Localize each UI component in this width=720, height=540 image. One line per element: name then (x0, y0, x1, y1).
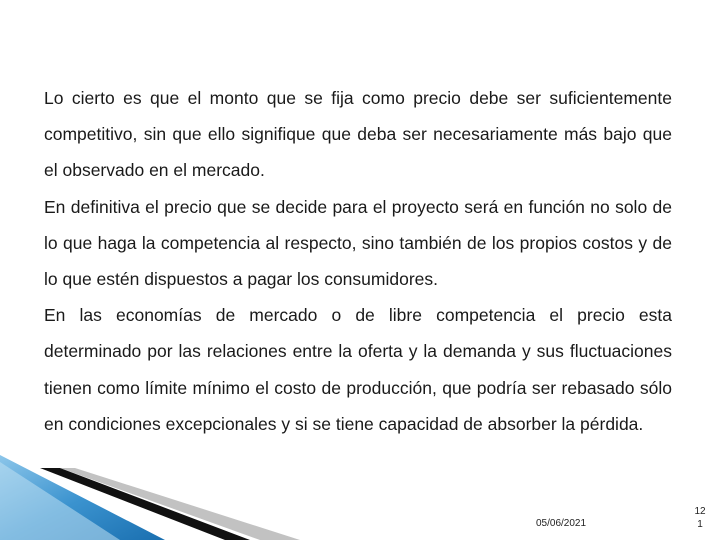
paragraph-2: En definitiva el precio que se decide para el proyecto será en función no solo de lo que haga la competencia al respecto, sino también de los propios costos y de lo que estén dispuestos a pagar los consumidores. (44, 196, 672, 290)
page-number (680, 505, 720, 531)
body-text (44, 80, 672, 442)
footer-date: 05/06/2021 (536, 518, 587, 529)
paragraph-1: Lo cierto es que el monto que se fija como precio debe ser suficientemente competitivo, sin que ello signifique que deba ser necesariamente más bajo que el observado en el mercado. (44, 88, 672, 181)
paragraph-3: En las economías de mercado o de libre competencia el precio esta determinado por las relaciones entre la oferta y la demanda y sus fluctuaciones tienen como límite mínimo el costo de producción, que podría ser rebasado sólo en condiciones excepcionales y si se tiene capacidad de absorber la pérdida. (44, 305, 672, 434)
page-number-text: 12 1 (694, 506, 706, 530)
